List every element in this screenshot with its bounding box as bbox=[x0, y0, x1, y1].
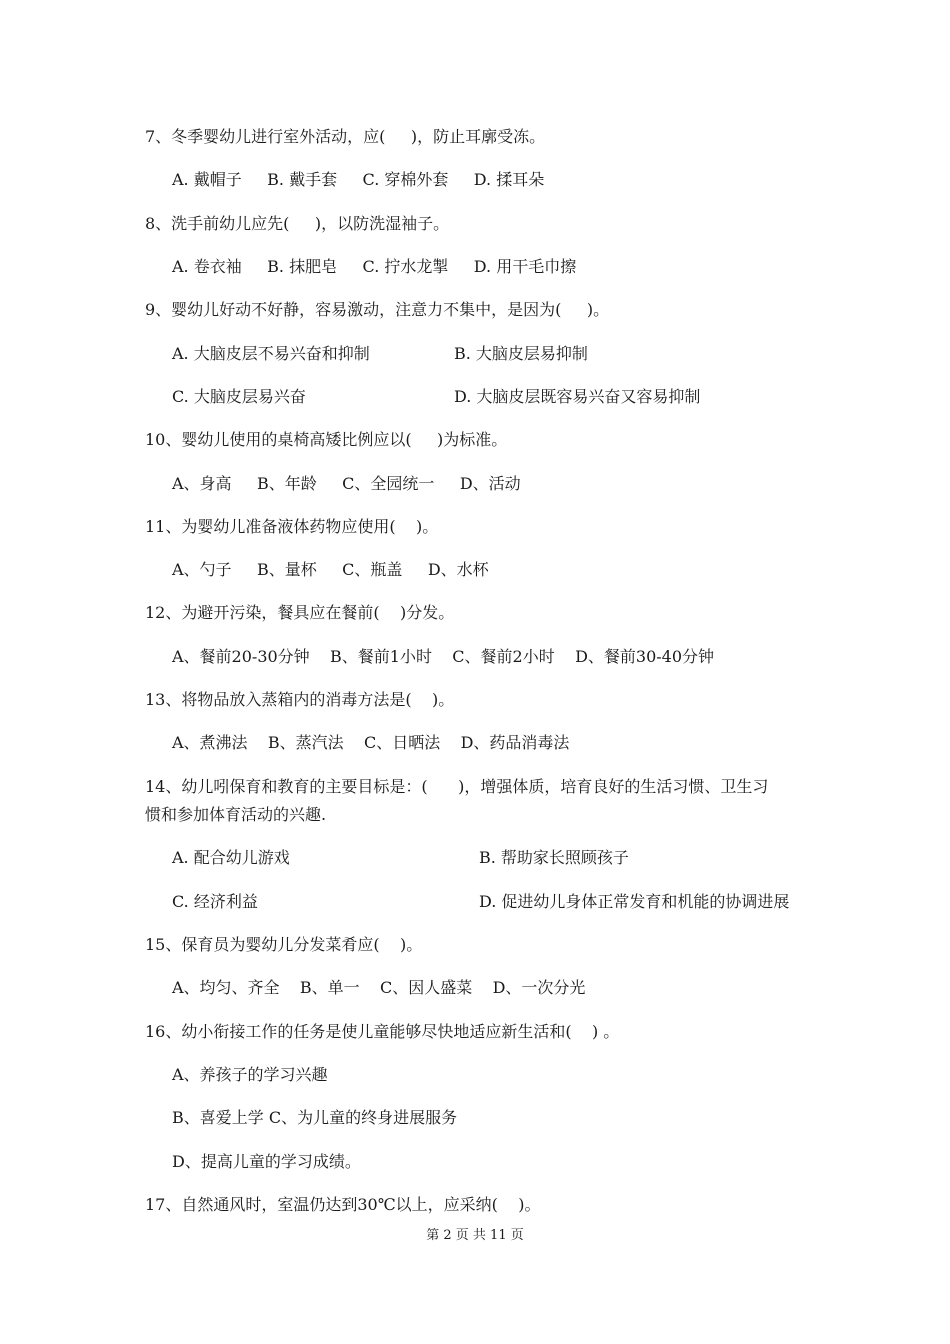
question-8-stem: 8、洗手前幼儿应先( )，以防洗湿袖子。 bbox=[145, 214, 450, 233]
question-17-stem: 17、自然通风时，室温仍达到30℃以上，应采纳( )。 bbox=[145, 1195, 541, 1214]
question-7-stem: 7、冬季婴幼儿进行室外活动，应( )，防止耳廓受冻。 bbox=[145, 127, 546, 146]
question-12-stem: 12、为避开污染，餐具应在餐前( )分发。 bbox=[145, 603, 455, 622]
page-number-footer: 第 2 页 共 11 页 bbox=[426, 1228, 524, 1243]
question-10-stem: 10、婴幼儿使用的桌椅高矮比例应以( )为标准。 bbox=[145, 430, 508, 449]
question-9-option-b: B. 大脑皮层易抑制 bbox=[454, 344, 588, 363]
question-16-option-b-c: B、喜爱上学 C、为儿童的终身进展服务 bbox=[172, 1108, 458, 1127]
question-9-option-d: D. 大脑皮层既容易兴奋又容易抑制 bbox=[454, 387, 701, 406]
question-9-stem: 9、婴幼儿好动不好静，容易激动，注意力不集中，是因为( )。 bbox=[145, 300, 610, 319]
question-16-stem: 16、幼小衔接工作的任务是使儿童能够尽快地适应新生活和( ) 。 bbox=[145, 1022, 620, 1041]
question-10-options: A、身高 B、年龄 C、全园统一 D、活动 bbox=[172, 474, 521, 493]
question-13-options: A、煮沸法 B、蒸汽法 C、日晒法 D、药品消毒法 bbox=[172, 733, 570, 752]
question-15-stem: 15、保育员为婴幼儿分发菜肴应( )。 bbox=[145, 935, 423, 954]
question-14-stem: 14、幼儿吲保育和教育的主要目标是：( )，增强体质，培育良好的生活习惯、卫生习 bbox=[145, 777, 769, 796]
question-9-option-a: A. 大脑皮层不易兴奋和抑制 bbox=[172, 344, 370, 363]
question-14-option-c: C. 经济利益 bbox=[172, 892, 258, 911]
question-9-option-c: C. 大脑皮层易兴奋 bbox=[172, 387, 306, 406]
question-11-options: A、勺子 B、量杯 C、瓶盖 D、水杯 bbox=[172, 560, 489, 579]
question-15-options: A、均匀、齐全 B、单一 C、因人盛菜 D、一次分光 bbox=[172, 978, 586, 997]
question-16-option-d: D、提高儿童的学习成绩。 bbox=[172, 1152, 361, 1171]
question-14-option-d: D. 促进幼儿身体正常发育和机能的协调进展 bbox=[479, 892, 790, 911]
question-12-options: A、餐前20-30分钟 B、餐前1小时 C、餐前2小时 D、餐前30-40分钟 bbox=[172, 647, 715, 666]
question-16-option-a: A、养孩子的学习兴趣 bbox=[172, 1065, 328, 1084]
question-14-stem-continued: 惯和参加体育活动的兴趣. bbox=[145, 805, 327, 824]
question-13-stem: 13、将物品放入蒸箱内的消毒方法是( )。 bbox=[145, 690, 455, 709]
question-14-option-b: B. 帮助家长照顾孩子 bbox=[479, 848, 629, 867]
question-14-option-a: A. 配合幼儿游戏 bbox=[172, 848, 290, 867]
question-8-options: A. 卷衣袖 B. 抹肥皂 C. 拧水龙掣 D. 用干毛巾擦 bbox=[172, 257, 577, 276]
question-11-stem: 11、为婴幼儿准备液体药物应使用( )。 bbox=[145, 517, 439, 536]
question-7-options: A. 戴帽子 B. 戴手套 C. 穿棉外套 D. 揉耳朵 bbox=[172, 170, 545, 189]
